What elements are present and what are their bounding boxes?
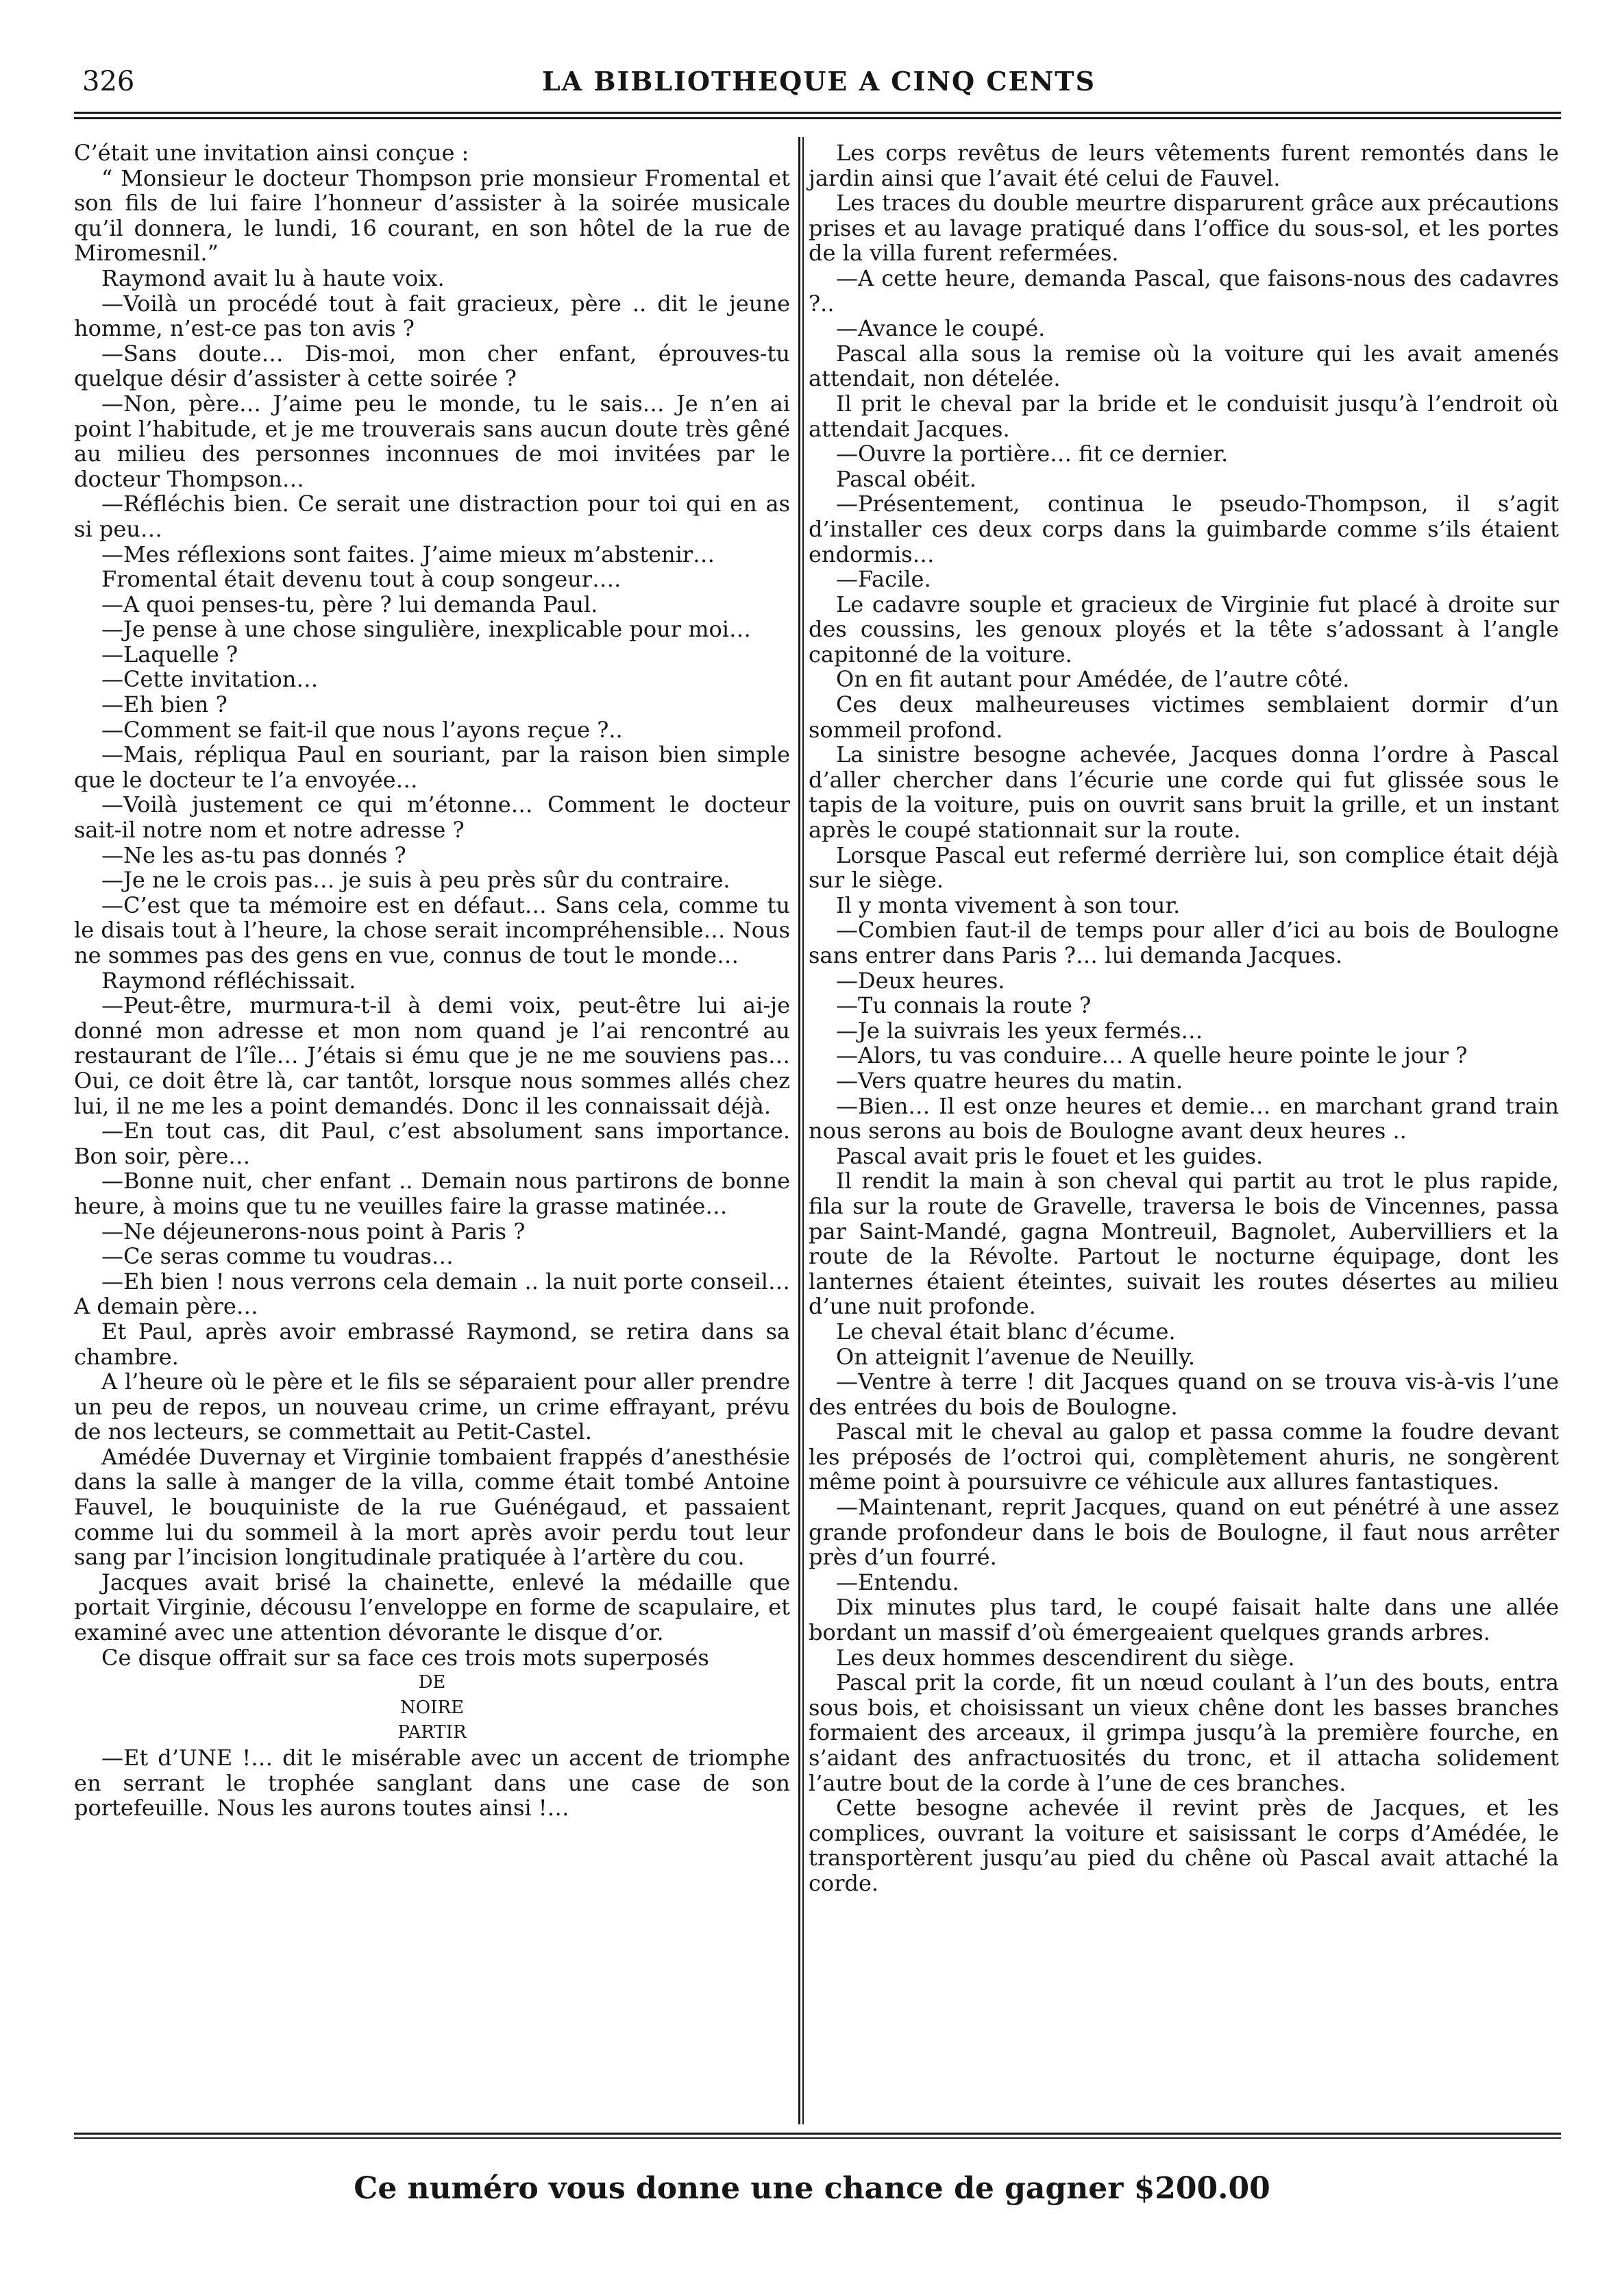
paragraph: —Mais, répliqua Paul en souriant, par la raison bien simple que le docteur te l’a envoyée… xyxy=(74,741,790,793)
footer-rule-bottom xyxy=(74,2137,1561,2139)
paragraph: —Voilà justement ce qui m’étonne… Comment le docteur sait-il notre nom et notre adresse ? xyxy=(74,791,790,844)
paragraph: —En tout cas, dit Paul, c’est absolument sans importance. Bon soir, père… xyxy=(74,1118,790,1169)
paragraph: C’était une invitation ainsi conçue : xyxy=(74,140,469,166)
paragraph: Raymond réfléchissait. xyxy=(101,967,356,994)
disc-word: NOIRE xyxy=(400,1697,464,1718)
paragraph: —Vers quatre heures du matin. xyxy=(836,1067,1183,1094)
paragraph: —Avance le coupé. xyxy=(836,315,1046,342)
paragraph: Le cadavre souple et gracieux de Virginie fut placé à droite sur des coussins, les genoux ployés et la tête s’adossant à l’angle capitonné de la voiture. xyxy=(809,591,1559,667)
paragraph: —Eh bien ! nous verrons cela demain .. la nuit porte conseil… A demain père… xyxy=(74,1268,790,1320)
paragraph: —Entendu. xyxy=(836,1569,959,1595)
paragraph: Cette besogne achevée il revint près de Jacques, et les complices, ouvrant la voiture et saisissant le corps d’Amédée, le transportèrent jusqu’au pied du chêne où Pascal avait attaché la corde. xyxy=(809,1795,1559,1896)
paragraph: —Je pense à une chose singulière, inexplicable pour moi… xyxy=(101,616,752,643)
header-rule-top xyxy=(74,112,1561,114)
paragraph: Les traces du double meurtre disparurent grâce aux précautions prises et au lavage pratiqué dans l’office du sous-sol, et les portes de la villa furent refermées. xyxy=(809,190,1559,267)
paragraph: —Bonne nuit, cher enfant .. Demain nous partirons de bonne heure, à moins que tu ne veuilles faire la grasse matinée… xyxy=(74,1168,790,1219)
paragraph: Pascal mit le cheval au galop et passa comme la foudre devant les préposés de l’octroi qui, complètement ahuris, ne songèrent même point à poursuivre ce véhicule aux allures fantastiques. xyxy=(809,1419,1559,1495)
paragraph: —Peut-être, murmura-t-il à demi voix, peut-être lui ai-je donné mon adresse et mon nom quand je l’ai rencontré au restaurant de l’île… J’étais si ému que je ne me souviens pas… Oui, ce doit être là, car tantôt, lorsque nous sommes allés chez lui, il ne me les a point demandés. Donc il les connaissait déjà. xyxy=(74,992,790,1119)
disc-word: PARTIR xyxy=(397,1722,467,1743)
paragraph: Les deux hommes descendirent du siège. xyxy=(836,1644,1295,1671)
paragraph: —Comment se fait-il que nous l’ayons reçue ?.. xyxy=(101,716,623,743)
paragraph: Pascal obéit. xyxy=(836,465,976,492)
paragraph: —Deux heures. xyxy=(836,967,1005,994)
paragraph: “ Monsieur le docteur Thompson prie monsieur Fromental et son fils de lui faire l’honneur d’assister à la soirée musicale qu’il donnera, le lundi, 16 courant, en son hôtel de la rue de Miromesnil.” xyxy=(74,164,790,267)
column-divider-2 xyxy=(802,137,804,2124)
paragraph: —Maintenant, reprit Jacques, quand on eut pénétré à une assez grande profondeur dans le bois de Boulogne, il faut nous arrêter près d’un fourré. xyxy=(809,1494,1559,1571)
disc-word: DE xyxy=(418,1672,446,1693)
paragraph: —Tu connais la route ? xyxy=(836,992,1092,1019)
paragraph: —Eh bien ? xyxy=(101,691,227,718)
paragraph: Ce disque offrait sur sa face ces trois mots superposés xyxy=(101,1644,709,1671)
paragraph: On en fit autant pour Amédée, de l’autre côté. xyxy=(836,666,1350,693)
paragraph: —Mes réflexions sont faites. J’aime mieux m’abstenir… xyxy=(101,541,715,567)
header-rule-bottom xyxy=(74,117,1561,119)
paragraph: —A quoi penses-tu, père ? lui demanda Paul. xyxy=(101,591,598,617)
paragraph: Amédée Duvernay et Virginie tombaient frappés d’anesthésie dans la salle à manger de la villa, comme était tombé Antoine Fauvel, le bouquiniste de la rue Guénégaud, et passaient comme lui du sommeil à la mort après avoir perdu tout leur sang par l’incision longitudinale pratiquée à l’artère du cou. xyxy=(74,1443,790,1571)
paragraph: —Je ne le crois pas… je suis à peu près sûr du contraire. xyxy=(101,867,730,894)
paragraph: —Ouvre la portière… fit ce dernier. xyxy=(836,441,1229,467)
page-number: 326 xyxy=(82,66,135,97)
page-header xyxy=(75,66,1562,114)
paragraph: —Bien… Il est onze heures et demie… en marchant grand train nous serons au bois de Boulogne avant deux heures .. xyxy=(809,1092,1559,1144)
paragraph: —Sans doute… Dis-moi, mon cher enfant, éprouves-tu quelque désir d’assister à cette soirée ? xyxy=(74,340,790,392)
paragraph: Il rendit la main à son cheval qui partit au trot le plus rapide, fila sur la route de Gravelle, traversa le bois de Vincennes, passa par Saint-Mandé, gagna Montreuil, Bagnolet, Aubervilliers et la route de la Révolte. Partout le nocturne équipage, dont les lanternes étaient éteintes, suivait les routes désertes au milieu d’une nuit profonde. xyxy=(809,1168,1559,1320)
paragraph: Les corps revêtus de leurs vêtements furent remontés dans le jardin ainsi que l’avait été celui de Fauvel. xyxy=(809,140,1559,191)
running-title: LA BIBLIOTHEQUE A CINQ CENTS xyxy=(541,66,1096,97)
paragraph: —A cette heure, demanda Pascal, que faisons-nous des cadavres ?.. xyxy=(809,265,1559,317)
paragraph: Pascal alla sous la remise où la voiture qui les avait amenés attendait, non dételée. xyxy=(809,340,1559,392)
column-divider xyxy=(798,137,800,2124)
paragraph: On atteignit l’avenue de Neuilly. xyxy=(836,1343,1196,1370)
paragraph: —Ne les as-tu pas donnés ? xyxy=(101,842,406,868)
paragraph: Dix minutes plus tard, le coupé faisait halte dans une allée bordant un massif d’où émergeaient quelques grands arbres. xyxy=(809,1594,1559,1646)
paragraph: —Combien faut-il de temps pour aller d’ici au bois de Boulogne sans entrer dans Paris ?… lui demanda Jacques. xyxy=(809,917,1559,968)
paragraph: Lorsque Pascal eut refermé derrière lui, son complice était déjà sur le siège. xyxy=(809,842,1559,894)
left-column xyxy=(74,140,790,1821)
paragraph: —Facile. xyxy=(836,566,931,593)
paragraph: Pascal prit la corde, fit un nœud coulant à l’un des bouts, entra sous bois, et choisissant un vieux chêne dont les basses branches formaient des arceaux, il grimpa jusqu’à la première fourche, en s’aidant des anfractuosités du tronc, et il attacha solidement l’autre bout de la corde à l’une de ces branches. xyxy=(809,1669,1559,1796)
paragraph: —Je la suivrais les yeux fermés… xyxy=(836,1017,1203,1044)
footer-banner: Ce numéro vous donne une chance de gagner $200.00 xyxy=(354,2171,1270,2206)
paragraph: Et Paul, après avoir embrassé Raymond, se retira dans sa chambre. xyxy=(74,1318,790,1370)
paragraph: —Laquelle ? xyxy=(101,641,238,667)
paragraph: —Réfléchis bien. Ce serait une distraction pour toi qui en as si peu… xyxy=(74,491,790,542)
paragraph: Ces deux malheureuses victimes semblaient dormir d’un sommeil profond. xyxy=(809,691,1559,743)
paragraph: —Cette invitation… xyxy=(101,666,319,693)
paragraph: La sinistre besogne achevée, Jacques donna l’ordre à Pascal d’aller chercher dans l’écurie une corde qui fut glissée sous le tapis de la voiture, puis on ouvrit sans bruit la grille, et un instant après le coupé stationnait sur la route. xyxy=(809,741,1559,844)
paragraph: Le cheval était blanc d’écume. xyxy=(836,1318,1176,1345)
paragraph: —Présentement, continua le pseudo-Thompson, il s’agit d’installer ces deux corps dans la guimbarde comme s’ils étaient endormis… xyxy=(809,491,1559,567)
paragraph: Il y monta vivement à son tour. xyxy=(836,892,1181,918)
paragraph: —Ventre à terre ! dit Jacques quand on se trouva vis-à-vis l’une des entrées du bois de Boulogne. xyxy=(809,1369,1559,1420)
paragraph: —Voilà un procédé tout à fait gracieux, père .. dit le jeune homme, n’est-ce pas ton avis ? xyxy=(74,290,790,342)
paragraph: —Non, père… J’aime peu le monde, tu le sais… Je n’en ai point l’habitude, et je me trouverais sans aucun doute très gêné au milieu des personnes inconnues de moi invitées par le docteur Thompson… xyxy=(74,390,790,492)
paragraph: —C’est que ta mémoire est en défaut… Sans cela, comme tu le disais tout à l’heure, la chose serait incompréhensible… Nous ne sommes pas des gens en vue, connus de tout le monde… xyxy=(74,892,790,968)
paragraph: Jacques avait brisé la chainette, enlevé la médaille que portait Virginie, décousu l’enveloppe en forme de scapulaire, et examiné avec une attention dévorante le disque d’or. xyxy=(74,1569,790,1646)
paragraph: Raymond avait lu à haute voix. xyxy=(101,265,445,291)
paragraph: Pascal avait pris le fouet et les guides. xyxy=(836,1142,1264,1169)
paragraph: —Alors, tu vas conduire… A quelle heure pointe le jour ? xyxy=(836,1042,1468,1069)
paragraph: Fromental était devenu tout à coup songeur…. xyxy=(101,566,622,593)
paragraph: —Et d’UNE !… dit le misérable avec un accent de triomphe en serrant le trophée sanglant dans une case de son portefeuille. Nous les aurons toutes ainsi !… xyxy=(74,1745,790,1821)
footer-rule-top xyxy=(74,2133,1561,2135)
paragraph: —Ce seras comme tu voudras… xyxy=(101,1243,454,1270)
right-column xyxy=(809,140,1559,1896)
paragraph: A l’heure où le père et le fils se séparaient pour aller prendre un peu de repos, un nouveau crime, un crime effrayant, prévu de nos lecteurs, se commettait au Petit-Castel. xyxy=(74,1369,790,1445)
paragraph: Il prit le cheval par la bride et le conduisit jusqu’à l’endroit où attendait Jacques. xyxy=(809,390,1559,442)
paragraph: —Ne déjeunerons-nous point à Paris ? xyxy=(101,1218,526,1244)
